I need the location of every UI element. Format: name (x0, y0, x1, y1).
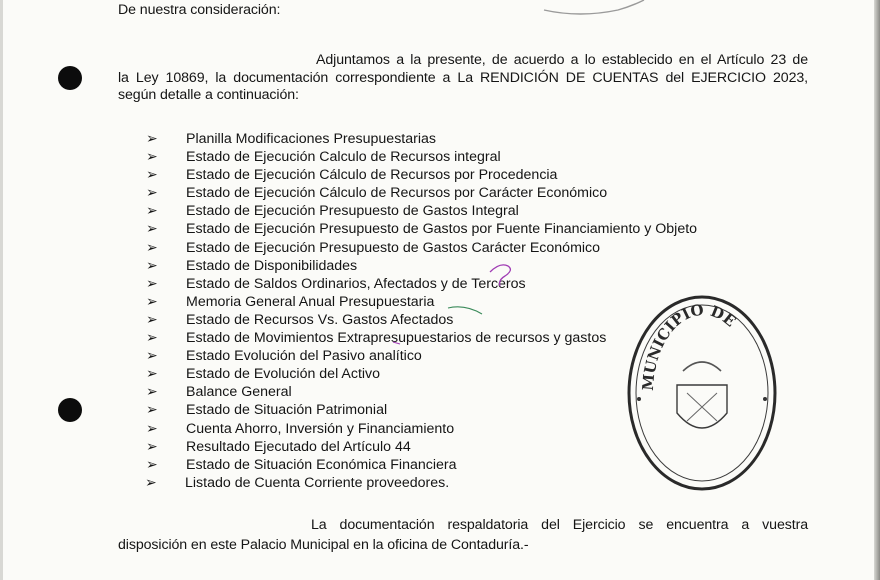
list-item-label: Estado de Situación Económica Financiera (186, 456, 457, 473)
list-item-label: Estado de Recursos Vs. Gastos Afectados (186, 311, 454, 328)
bullet-arrow-icon: ➢ (146, 383, 158, 400)
closing-line-1-text: La documentación respaldatoria del Ejercicio se encuentra a vuestra (311, 517, 808, 533)
bullet-arrow-icon: ➢ (146, 202, 158, 219)
bullet-arrow-icon: ➢ (146, 130, 158, 146)
bullet-arrow-icon: ➢ (146, 238, 158, 255)
list-item-label: Estado de Disponibilidades (186, 257, 358, 274)
bullet-arrow-icon: ➢ (145, 473, 157, 490)
list-item-label: Estado de Situación Patrimonial (186, 402, 388, 419)
bullet-arrow-icon: ➢ (146, 455, 158, 472)
intro-line-3: según detalle a continuación: (118, 87, 299, 103)
list-item-label: Memoria General Anual Presupuestaria (186, 293, 435, 310)
bullet-arrow-icon: ➢ (146, 220, 158, 237)
list-item-label: Estado de Ejecución Cálculo de Recursos por Procedencia (186, 167, 558, 184)
list-item-label: Planilla Modificaciones Presupuestarias (186, 131, 436, 147)
list-item-label: Estado de Evolución del Activo (186, 366, 381, 383)
list-item-label: Estado de Ejecución Presupuesto de Gastos Carácter Económico (186, 239, 601, 256)
bullet-arrow-icon: ➢ (146, 274, 158, 291)
list-item-label: Estado de Ejecución Calculo de Recursos integral (186, 149, 501, 166)
closing-line-2: disposición en este Palacio Municipal en la oficina de Contaduría.- (118, 537, 529, 553)
list-item-label: Estado de Ejecución Presupuesto de Gastos por Fuente Financiamiento y Objeto (186, 221, 698, 238)
list-item-label: Balance General (186, 384, 292, 401)
list-item-label: Estado de Ejecución Cálculo de Recursos por Carácter Económico (186, 185, 608, 202)
bullet-arrow-icon: ➢ (146, 184, 158, 201)
bullet-arrow-icon: ➢ (146, 292, 158, 309)
salutation: De nuestra consideración: (118, 2, 281, 18)
bullet-arrow-icon: ➢ (146, 419, 158, 436)
bullet-arrow-icon: ➢ (146, 365, 158, 382)
list-item-label: Estado Evolución del Pasivo analítico (186, 348, 422, 365)
list-item-label: Estado de Saldos Ordinarios, Afectados y de Terceros (186, 275, 526, 292)
closing-line-1 (118, 515, 808, 535)
seal-text: MUNICIPIO DE (638, 300, 740, 392)
bullet-arrow-icon: ➢ (146, 347, 158, 364)
bullet-arrow-icon: ➢ (146, 329, 158, 346)
list-item-label: Listado de Cuenta Corriente proveedores. (185, 474, 450, 491)
bullet-arrow-icon: ➢ (146, 401, 158, 418)
intro-line-1-text: Adjuntamos a la presente, de acuerdo a lo establecido en el Artículo 23 de (316, 52, 808, 68)
list-item-label: Cuenta Ahorro, Inversión y Financiamiento (186, 420, 455, 437)
list-item-label: Resultado Ejecutado del Artículo 44 (186, 438, 411, 455)
bullet-arrow-icon: ➢ (146, 310, 158, 327)
list-item-label: Estado de Ejecución Presupuesto de Gastos Integral (186, 203, 519, 220)
bullet-arrow-icon: ➢ (146, 437, 158, 454)
bullet-arrow-icon: ➢ (146, 256, 158, 273)
bullet-arrow-icon: ➢ (146, 166, 158, 183)
list-item-label: Estado de Movimientos Extrapresupuestarios de recursos y gastos (186, 330, 607, 347)
bullet-arrow-icon: ➢ (146, 148, 158, 165)
intro-line-2: la Ley 10869, la documentación correspondiente a La RENDICIÓN DE CUENTAS del EJERCICIO 2023, (118, 69, 808, 86)
closing-paragraph (118, 515, 808, 555)
